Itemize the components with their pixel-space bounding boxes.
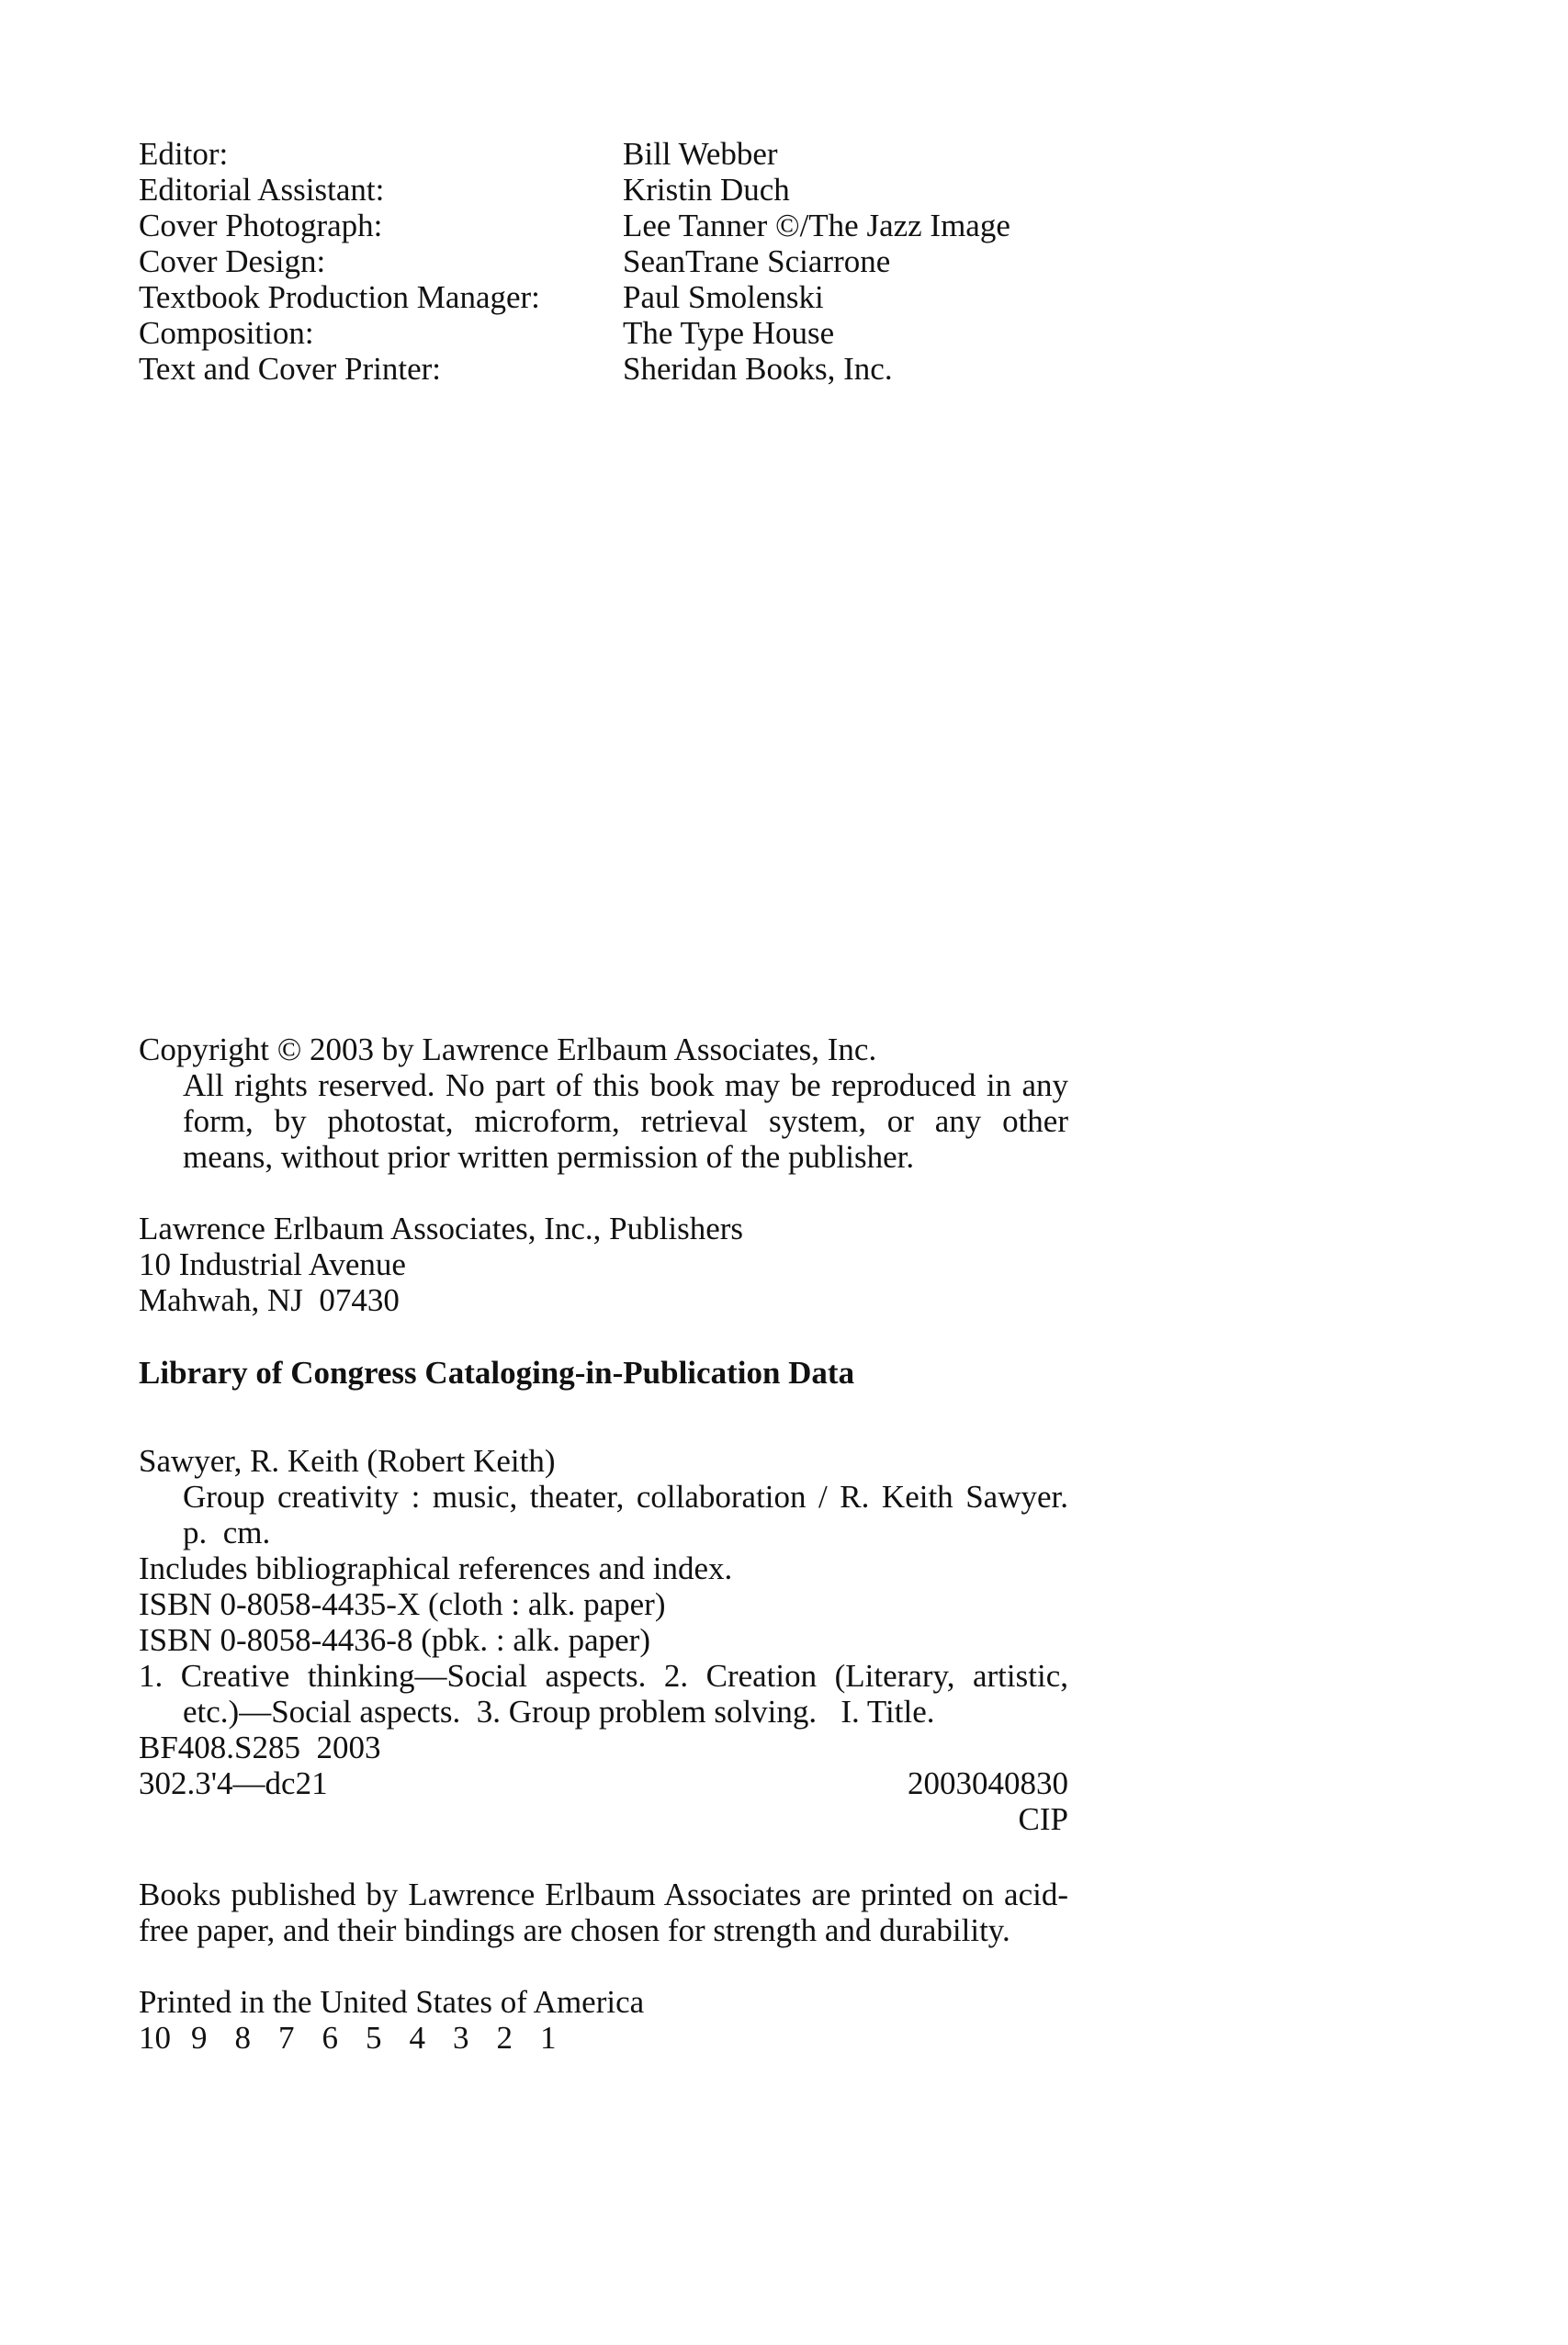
publisher-address	[139, 1211, 743, 1318]
cip-class-row	[139, 1765, 1068, 1801]
credit-role: Textbook Production Manager:	[139, 279, 540, 315]
publisher-name: Lawrence Erlbaum Associates, Inc., Publishers	[139, 1211, 744, 1246]
printer-key-number: 2	[496, 2020, 513, 2056]
printer-key-number: 3	[453, 2020, 469, 2056]
credit-name: Lee Tanner ©/The Jazz Image	[623, 208, 1010, 243]
cip-data	[139, 1443, 1068, 1837]
printer-key-number: 7	[278, 2020, 295, 2056]
publisher-city: Mahwah, NJ 07430	[139, 1282, 400, 1318]
credit-row	[139, 279, 1149, 315]
printer-key-number: 8	[234, 2020, 251, 2056]
publisher-street: 10 Industrial Avenue	[139, 1246, 406, 1282]
credit-row	[139, 351, 1149, 387]
credit-role: Cover Design:	[139, 243, 326, 279]
printer-key-number: 4	[409, 2020, 425, 2056]
cip-author: Sawyer, R. Keith (Robert Keith)	[139, 1443, 556, 1479]
printer-key-number: 6	[321, 2020, 338, 2056]
cip-subjects: etc.)—Social aspects. 3. Group problem solving. I. Title.	[183, 1694, 935, 1730]
credit-name: Bill Webber	[623, 136, 778, 172]
credit-name: The Type House	[623, 315, 835, 351]
copyright-line: Copyright © 2003 by Lawrence Erlbaum Associates, Inc.	[139, 1032, 877, 1067]
credit-role: Cover Photograph:	[139, 208, 383, 243]
credit-row	[139, 172, 1149, 208]
cip-lccn: 2003040830	[908, 1765, 1068, 1801]
printing-info	[139, 1984, 644, 2056]
credits-list	[139, 136, 1149, 387]
credit-row	[139, 208, 1149, 243]
credit-row	[139, 243, 1149, 279]
printer-key-number: 9	[191, 2020, 208, 2056]
credit-name: Paul Smolenski	[623, 279, 824, 315]
paper-note-line: free paper, and their bindings are chosen for strength and durability.	[139, 1912, 1010, 1948]
credit-role: Text and Cover Printer:	[139, 351, 441, 387]
copyright-notice	[139, 1032, 1068, 1175]
cip-includes: Includes bibliographical references and index.	[139, 1550, 733, 1586]
cip-title: Group creativity : music, theater, collaboration / R. Keith Sawyer.	[183, 1479, 1068, 1515]
credit-row	[139, 136, 1149, 172]
credit-name: SeanTrane Sciarrone	[623, 243, 891, 279]
rights-line: means, without prior written permission of the publisher.	[183, 1139, 915, 1175]
cip-pcm: p. cm.	[183, 1515, 271, 1550]
cip-isbn-cloth: ISBN 0-8058-4435-X (cloth : alk. paper)	[139, 1586, 666, 1622]
paper-note	[139, 1877, 1068, 1948]
cip-isbn-pbk: ISBN 0-8058-4436-8 (pbk. : alk. paper)	[139, 1622, 650, 1658]
printed-in: Printed in the United States of America	[139, 1984, 645, 2020]
paper-note-line: Books published by Lawrence Erlbaum Associates are printed on acid-	[139, 1877, 1068, 1912]
rights-line: All rights reserved. No part of this book may be reproduced in any	[183, 1067, 1068, 1103]
printer-key-number: 10	[139, 2020, 171, 2056]
printer-key-number: 1	[540, 2020, 557, 2056]
credit-name: Kristin Duch	[623, 172, 790, 208]
cip-heading: Library of Congress Cataloging-in-Publication Data	[139, 1355, 855, 1391]
credit-name: Sheridan Books, Inc.	[623, 351, 893, 387]
credit-role: Editor:	[139, 136, 229, 172]
printer-key-number: 5	[366, 2020, 382, 2056]
credit-role: Composition:	[139, 315, 314, 351]
rights-line: form, by photostat, microform, retrieval system, or any other	[183, 1103, 1068, 1139]
credit-role: Editorial Assistant:	[139, 172, 385, 208]
cip-subjects: 1. Creative thinking—Social aspects. 2. Creation (Literary, artistic,	[139, 1658, 1068, 1694]
cip-lc-call: BF408.S285 2003	[139, 1730, 381, 1765]
cip-dewey: 302.3'4—dc21	[139, 1765, 328, 1801]
cip-label: CIP	[1018, 1801, 1068, 1837]
credit-row	[139, 315, 1149, 351]
printer-key	[139, 2020, 644, 2056]
